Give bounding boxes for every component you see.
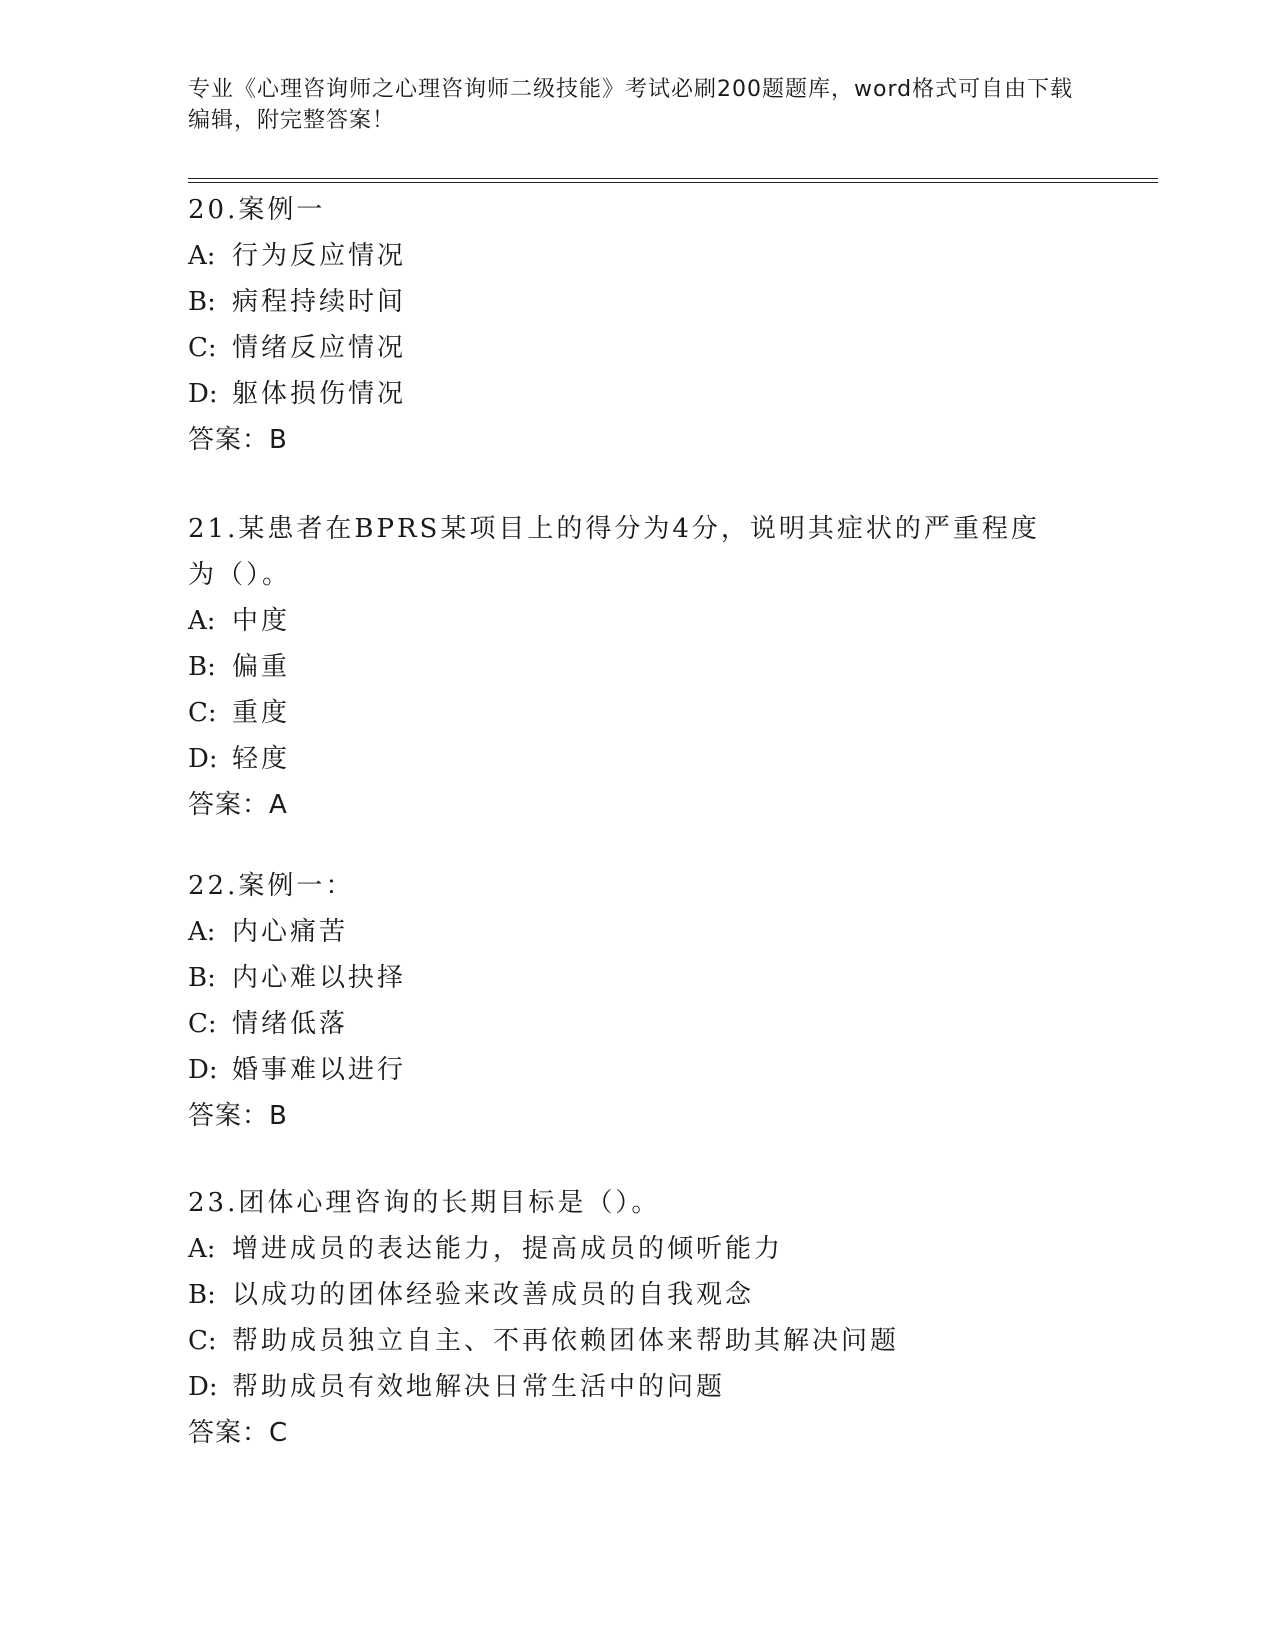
- option-d: [188, 1364, 1088, 1410]
- option-letter: C:: [188, 698, 217, 728]
- option-d: [188, 1047, 1088, 1093]
- header-divider-bottom: [188, 182, 1158, 183]
- option-text: 内心难以抉择: [232, 963, 407, 993]
- option-text: 偏重: [232, 652, 291, 682]
- option-letter: B:: [188, 1280, 216, 1310]
- option-text: 情绪低落: [232, 1009, 349, 1039]
- question-stem: 22.案例一：: [188, 871, 355, 901]
- option-letter: C:: [188, 1326, 217, 1356]
- option-letter: B:: [188, 652, 216, 682]
- answer-line: 答案：B: [188, 1101, 288, 1131]
- option-letter: B:: [188, 963, 216, 993]
- option-b: [188, 1272, 1088, 1318]
- option-letter: B:: [188, 287, 216, 317]
- option-a: [188, 233, 1088, 279]
- option-letter: D:: [188, 1055, 218, 1085]
- option-text: 行为反应情况: [232, 241, 407, 271]
- question-21: [188, 506, 1088, 828]
- option-text: 中度: [232, 606, 291, 636]
- option-text: 以成功的团体经验来改善成员的自我观念: [232, 1280, 755, 1310]
- option-letter: A:: [188, 917, 216, 947]
- question-stem: 23.团体心理咨询的长期目标是（）。: [188, 1188, 661, 1218]
- option-text: 婚事难以进行: [232, 1055, 407, 1085]
- answer-line: 答案：C: [188, 1418, 289, 1448]
- option-d: [188, 736, 1088, 782]
- option-c: [188, 1318, 1088, 1364]
- option-letter: A:: [188, 241, 216, 271]
- header-divider-top: [188, 178, 1158, 179]
- option-text: 病程持续时间: [232, 287, 407, 317]
- option-letter: A:: [188, 1234, 216, 1264]
- option-letter: C:: [188, 333, 217, 363]
- question-stem: 21.某患者在BPRS某项目上的得分为4分，说明其症状的严重程度为（）。: [188, 514, 1040, 590]
- option-b: [188, 955, 1088, 1001]
- question-22: [188, 863, 1088, 1139]
- option-text: 帮助成员独立自主、不再依赖团体来帮助其解决问题: [232, 1326, 900, 1356]
- option-text: 内心痛苦: [232, 917, 349, 947]
- header-intro-text: 专业《心理咨询师之心理咨询师二级技能》考试必刷200题题库，word格式可自由下载编辑，附完整答案！: [188, 77, 1074, 133]
- option-text: 轻度: [232, 744, 291, 774]
- option-b: [188, 644, 1088, 690]
- option-text: 重度: [232, 698, 291, 728]
- option-a: [188, 598, 1088, 644]
- option-a: [188, 1226, 1088, 1272]
- option-letter: D:: [188, 1372, 218, 1402]
- option-text: 躯体损伤情况: [232, 379, 407, 409]
- option-b: [188, 279, 1088, 325]
- option-text: 增进成员的表达能力，提高成员的倾听能力: [232, 1234, 784, 1264]
- option-c: [188, 325, 1088, 371]
- question-stem: 20.案例一: [188, 195, 326, 225]
- option-c: [188, 690, 1088, 736]
- answer-line: 答案：B: [188, 425, 288, 455]
- option-d: [188, 371, 1088, 417]
- document-header: [188, 74, 1088, 136]
- option-letter: D:: [188, 744, 218, 774]
- option-letter: D:: [188, 379, 218, 409]
- answer-line: 答案：A: [188, 790, 288, 820]
- question-23: [188, 1180, 1088, 1456]
- option-text: 帮助成员有效地解决日常生活中的问题: [232, 1372, 726, 1402]
- question-20: [188, 187, 1088, 463]
- option-text: 情绪反应情况: [232, 333, 407, 363]
- option-a: [188, 909, 1088, 955]
- option-letter: C:: [188, 1009, 217, 1039]
- option-letter: A:: [188, 606, 216, 636]
- option-c: [188, 1001, 1088, 1047]
